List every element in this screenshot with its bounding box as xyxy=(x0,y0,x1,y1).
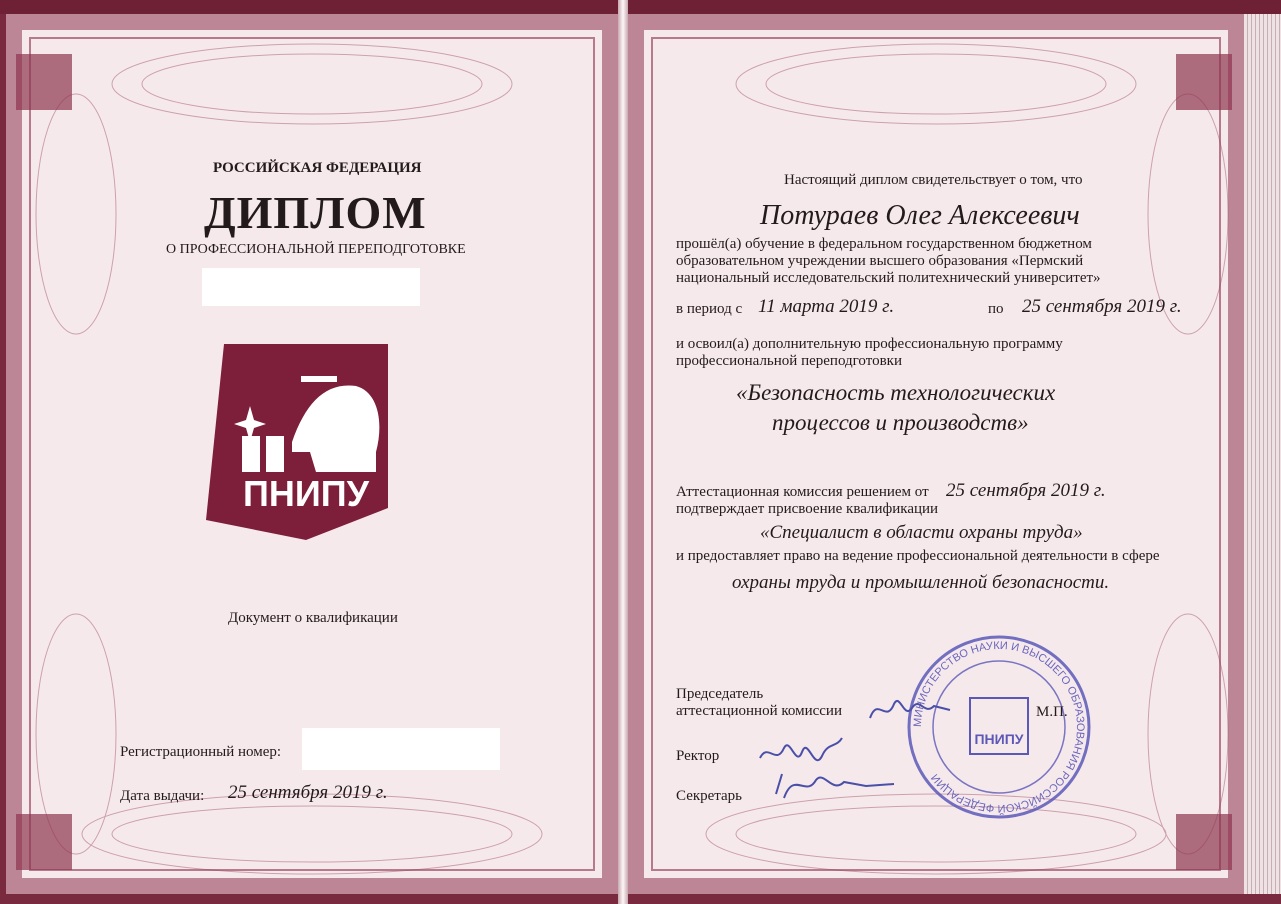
qualification-name: «Специалист в области охраны труда» xyxy=(760,522,1083,543)
period-start: 11 марта 2019 г. xyxy=(758,296,895,317)
program-name-line-2: процессов и производств» xyxy=(772,410,1029,435)
rector-label: Ректор xyxy=(676,748,720,764)
secretary-signature xyxy=(770,764,900,808)
chairman-label-2: аттестационной комиссии xyxy=(676,703,842,719)
diploma-subtitle: О ПРОФЕССИОНАЛЬНОЙ ПЕРЕПОДГОТОВКЕ xyxy=(166,242,466,257)
cover-top-edge xyxy=(0,0,1281,14)
study-line-1: прошёл(а) обучение в федеральном государственном бюджетном xyxy=(676,236,1092,252)
secretary-label: Секретарь xyxy=(676,788,743,804)
program-name-line-1: «Безопасность технологических xyxy=(736,380,1056,405)
commission-line-1: Аттестационная комиссия решением от xyxy=(676,484,929,500)
period-label: в период с xyxy=(676,301,743,317)
commission-date: 25 сентября 2019 г. xyxy=(946,480,1106,501)
issue-date-value: 25 сентября 2019 г. xyxy=(228,782,388,803)
diploma-title: ДИПЛОМ xyxy=(204,187,427,238)
seal-logo-text: ПНИПУ xyxy=(974,731,1024,747)
chairman-label-1: Председатель xyxy=(676,686,764,702)
period-to-label: по xyxy=(988,301,1004,317)
study-line-3: национальный исследовательский политехнический университет» xyxy=(676,270,1101,286)
document-type: Документ о квалификации xyxy=(228,610,398,626)
seal-place-mark: М.П. xyxy=(1036,704,1068,720)
program-line-1: и освоил(а) дополнительную профессиональную программу xyxy=(676,336,1063,352)
logo-text: ПНИПУ xyxy=(242,473,370,514)
commission-line-2: подтверждает присвоение квалификации xyxy=(676,501,939,517)
rights-text: и предоставляет право на ведение профессиональной деятельности в сфере xyxy=(676,548,1160,564)
diploma-right-page xyxy=(628,14,1244,894)
redacted-block xyxy=(202,268,420,306)
issue-date-label: Дата выдачи: xyxy=(120,788,205,804)
graduate-name: Потураев Олег Алексеевич xyxy=(760,200,1080,231)
seal-text: МИНИСТЕРСТВО НАУКИ И ВЫСШЕГО ОБРАЗОВАНИЯ РОССИЙСКОЙ ФЕДЕРАЦИИ xyxy=(911,639,1087,815)
professional-sphere: охраны труда и промышленной безопасности. xyxy=(732,572,1110,593)
diploma-spine xyxy=(618,0,628,904)
certifies-text: Настоящий диплом свидетельствует о том, что xyxy=(784,172,1083,188)
registration-label: Регистрационный номер: xyxy=(120,744,282,760)
corner-ornament xyxy=(16,54,72,110)
redacted-registration-number xyxy=(302,728,500,770)
study-line-2: образовательном учреждении высшего образования «Пермский xyxy=(676,253,1084,269)
country-heading: РОССИЙСКАЯ ФЕДЕРАЦИЯ xyxy=(213,160,422,176)
pnipu-logo xyxy=(206,342,406,542)
program-line-2: профессиональной переподготовки xyxy=(676,353,902,369)
page-stack-edge xyxy=(1244,14,1281,894)
period-end: 25 сентября 2019 г. xyxy=(1022,296,1182,317)
diploma-left-page xyxy=(6,14,618,894)
chairman-signature xyxy=(864,690,954,730)
